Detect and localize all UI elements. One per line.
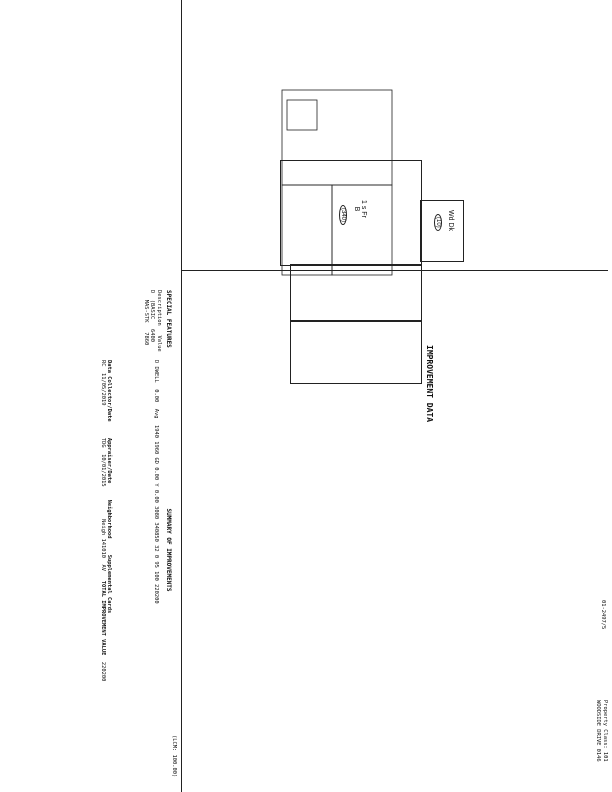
divider: [181, 0, 182, 792]
sketch-wood-deck: [287, 100, 317, 130]
special-features: [142, 290, 172, 352]
feature-value: 6400: [149, 328, 156, 342]
record-id: 01-2497/5: [600, 600, 606, 630]
special-features-title: SPECIAL FEATURES: [165, 290, 172, 348]
sketch-frb-label: 1 s Fr B: [353, 200, 367, 218]
feature-description: MAS-STK: [142, 290, 149, 323]
sketch-frb-area: (340): [339, 205, 347, 225]
special-feature-row: [142, 290, 149, 352]
sketch-wd-dk-area: (10): [434, 214, 442, 231]
summary-footer-values: RC 11/05/2019 TDG 10/01/2015 Neigh 141010 AV TOTAL IMPROVEMENT VALUE 220200: [99, 360, 106, 682]
district: WOODSIDE DRIVE 0146: [595, 700, 601, 762]
header-value: Value: [156, 335, 162, 352]
special-feature-row: [149, 290, 156, 352]
property-class: Property Class: 101: [602, 700, 608, 762]
improvement-title: IMPROVEMENT DATA: [425, 345, 434, 423]
special-features-header: [155, 290, 162, 352]
summary-of-improvements: [99, 360, 172, 740]
sketch-conc-box: [290, 264, 422, 322]
feature-description: D (BASIC: [149, 290, 156, 320]
lcm-label: (LCM: 100.00): [171, 735, 177, 778]
feature-value: 7860: [142, 332, 149, 346]
sketch-wd-dk-box: [420, 200, 464, 262]
summary-row: D DWELL 0.00 Avg 1940 1960 GD 0.00 Y 0.00 3080 340850 32 0 95 100 220200: [153, 360, 159, 604]
summary-title: SUMMARY OF IMPROVEMENTS: [165, 508, 172, 592]
sketch-bsmt-box: [290, 320, 422, 384]
header-description: Description: [156, 290, 162, 326]
sketch-wd-dk-label: Wd Dk: [447, 210, 454, 231]
summary-footer: Data Collector/Date Appraiser/Date Neighborhood Supplemental Cards: [106, 360, 113, 614]
sketch-frb-box: [280, 160, 422, 266]
